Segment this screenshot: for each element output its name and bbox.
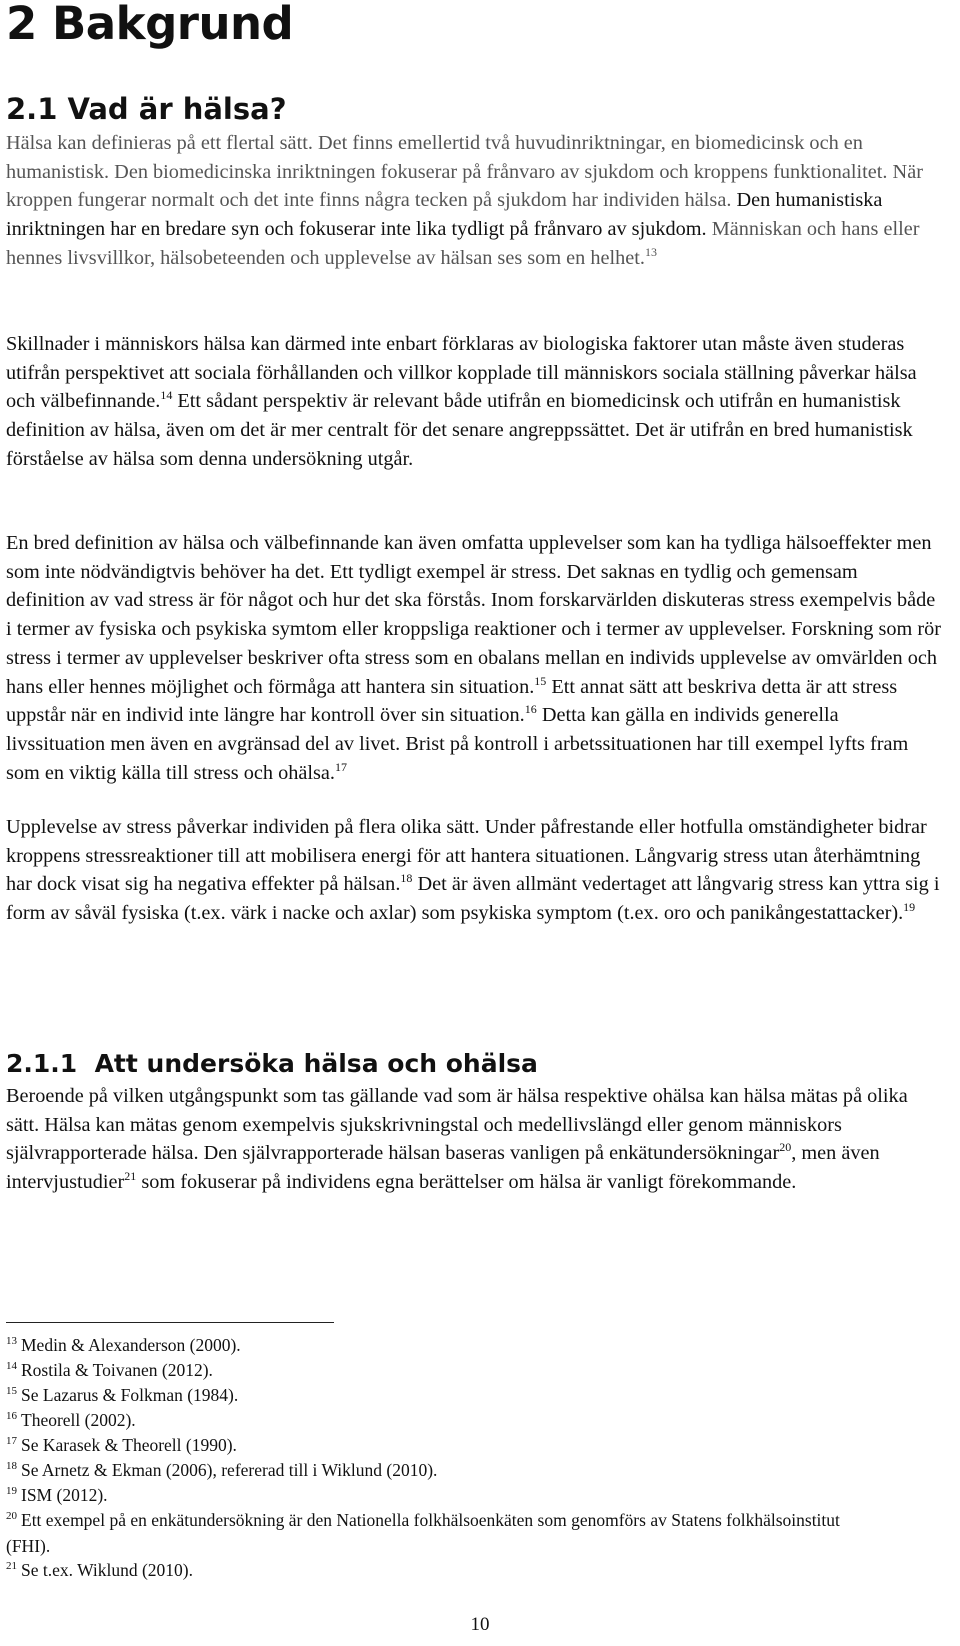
footnote-text: Theorell (2002). — [21, 1410, 136, 1430]
footnote-number: 14 — [6, 1360, 17, 1372]
paragraph-1 — [6, 129, 941, 273]
footnote-19 — [6, 1482, 941, 1508]
footnote-ref: 18 — [400, 871, 413, 886]
paragraph-3-text-a: En bred definition av hälsa och välbefinnande kan även omfatta upplevelser som kan ha tydliga hälsoeffekter men som inte nödvändigtvis behöver ha det. Ett tydligt exempel är stress. Det saknas en tydlig och gemensam definition av vad stress är för något och hur det ska förstås. Inom forskarvärlden diskuteras stress exempelvis både i termer av fysiska och psykiska symtom eller kroppsliga reaktioner och i termer av upplevelser. Forskning som rör stress i termer av upplevelser beskriver ofta stress som en obalans mellan en individs upplevelse av omvärlden och hans eller hennes möjlighet och förmåga att hantera sin situation. — [6, 532, 941, 698]
paragraph-3-text-c: Detta kan gälla en individs generella livssituation men även en avgränsad del av livet. Brist på kontroll i arbetssituationen har till exempel lyfts fram som en viktig källa till stress och ohälsa. — [6, 704, 909, 784]
footnote-ref: 19 — [903, 900, 916, 915]
paragraph-4-text-b: Det är även allmänt vedertaget att långvarig stress kan yttra sig i form av såväl fysiska (t.ex. värk i nacke och axlar) som psykiska symptom (t.ex. oro och panikångestattacker). — [6, 873, 940, 925]
paragraph-5-text-c: som fokuserar på individens egna berättelser om hälsa är vanligt förekommande. — [136, 1171, 797, 1194]
footnote-ref: 17 — [334, 759, 347, 774]
chapter-title: 2 Bakgrund — [6, 0, 294, 50]
section-title: 2.1 Vad är hälsa? — [6, 92, 287, 126]
footnote-number: 20 — [6, 1510, 17, 1522]
paragraph-2-text-b: Ett sådant perspektiv är relevant både utifrån en biomedicinsk och utifrån en humanistisk definition av hälsa, även om det är mer centralt för det senare angreppssättet. Det är utifrån en bred humanistisk förståelse av hälsa som denna undersökning utgår. — [6, 390, 913, 470]
footnote-number: 15 — [6, 1385, 17, 1397]
paragraph-3-text-b: Ett annat sätt att beskriva detta är att stress uppstår när en individ inte längre har kontroll över sin situation. — [6, 675, 898, 727]
footnote-text: Se Karasek & Theorell (1990). — [21, 1435, 237, 1455]
footnote-ref: 13 — [645, 244, 658, 259]
footnote-separator — [6, 1322, 334, 1323]
footnote-text: ISM (2012). — [21, 1485, 108, 1505]
paragraph-1-humanist: Den humanistiska inriktningen har en bredare syn och fokuserar inte lika tydligt på frånvaro av sjukdom. — [6, 189, 883, 241]
footnote-number: 19 — [6, 1485, 17, 1497]
footnote-text: Medin & Alexanderson (2000). — [21, 1335, 241, 1355]
footnote-ref: 14 — [160, 388, 173, 403]
footnote-13 — [6, 1332, 941, 1358]
footnote-ref: 16 — [524, 702, 537, 717]
footnote-text: Se t.ex. Wiklund (2010). — [21, 1560, 194, 1580]
footnote-ref: 15 — [534, 673, 547, 688]
paragraph-5-text-b: , men även intervjustudier — [6, 1142, 880, 1194]
paragraph-2 — [6, 330, 941, 474]
footnote-text: Ett exempel på en enkätundersökning är den Nationella folkhälsoenkäten som genomförs av Statens folkhälsoinstitut (FHI). — [6, 1510, 840, 1556]
footnote-number: 18 — [6, 1460, 17, 1472]
footnote-18 — [6, 1457, 941, 1483]
footnote-number: 16 — [6, 1410, 17, 1422]
footnote-14 — [6, 1357, 941, 1383]
footnote-number: 17 — [6, 1435, 17, 1447]
footnote-number: 13 — [6, 1335, 17, 1347]
footnote-15 — [6, 1382, 941, 1408]
footnote-text: Rostila & Toivanen (2012). — [21, 1360, 213, 1380]
paragraph-3 — [6, 529, 941, 787]
footnote-20 — [6, 1507, 856, 1559]
footnote-21 — [6, 1557, 941, 1583]
paragraph-2-text-a: Skillnader i människors hälsa kan därmed inte enbart förklaras av biologiska faktorer utan måste även studeras utifrån perspektivet att sociala förhållanden och villkor kopplade till människors sociala ställning påverkar hälsa och välbefinnande. — [6, 333, 917, 413]
subsection-title: 2.1.1 Att undersöka hälsa och ohälsa — [6, 1049, 538, 1078]
paragraph-1-end: Människan och hans eller hennes livsvillkor, hälsobeteenden och upplevelse av hälsan ses som en helhet. — [6, 218, 920, 269]
page-number: 10 — [470, 1614, 490, 1635]
footnote-ref: 20 — [779, 1140, 792, 1155]
paragraph-4-text-a: Upplevelse av stress påverkar individen på flera olika sätt. Under påfrestande eller hotfulla omständigheter bidrar kroppens stressreaktioner till att mobilisera energi för att hantera situationen. Långvarig stress utan återhämtning har dock visat sig ha negativa effekter på hälsan. — [6, 816, 927, 896]
footnote-17 — [6, 1432, 941, 1458]
footnote-text: Se Lazarus & Folkman (1984). — [21, 1385, 239, 1405]
paragraph-1-intro: Hälsa kan definieras på ett flertal sätt. Det finns emellertid två huvudinriktningar, en biomedicinsk och en humanistisk. Den biomedicinska inriktningen fokuserar på frånvaro av sjukdom och kroppens funktionalitet. När kroppen fungerar normalt och det inte finns några tecken på sjukdom har individen hälsa. — [6, 132, 923, 212]
footnote-16 — [6, 1407, 941, 1433]
footnote-text: Se Arnetz & Ekman (2006), refererad till i Wiklund (2010). — [21, 1460, 438, 1480]
paragraph-4 — [6, 813, 941, 928]
paragraph-5 — [6, 1082, 941, 1197]
footnote-ref: 21 — [124, 1169, 137, 1184]
paragraph-5-text-a: Beroende på vilken utgångspunkt som tas gällande vad som är hälsa respektive ohälsa kan hälsa mätas på olika sätt. Hälsa kan mätas genom exempelvis sjukskrivningstal och medellivslängd eller genom människors självrapporterade hälsa. Den självrapporterade hälsan baseras vanligen på enkätundersökningar — [6, 1085, 908, 1165]
footnote-number: 21 — [6, 1560, 17, 1572]
